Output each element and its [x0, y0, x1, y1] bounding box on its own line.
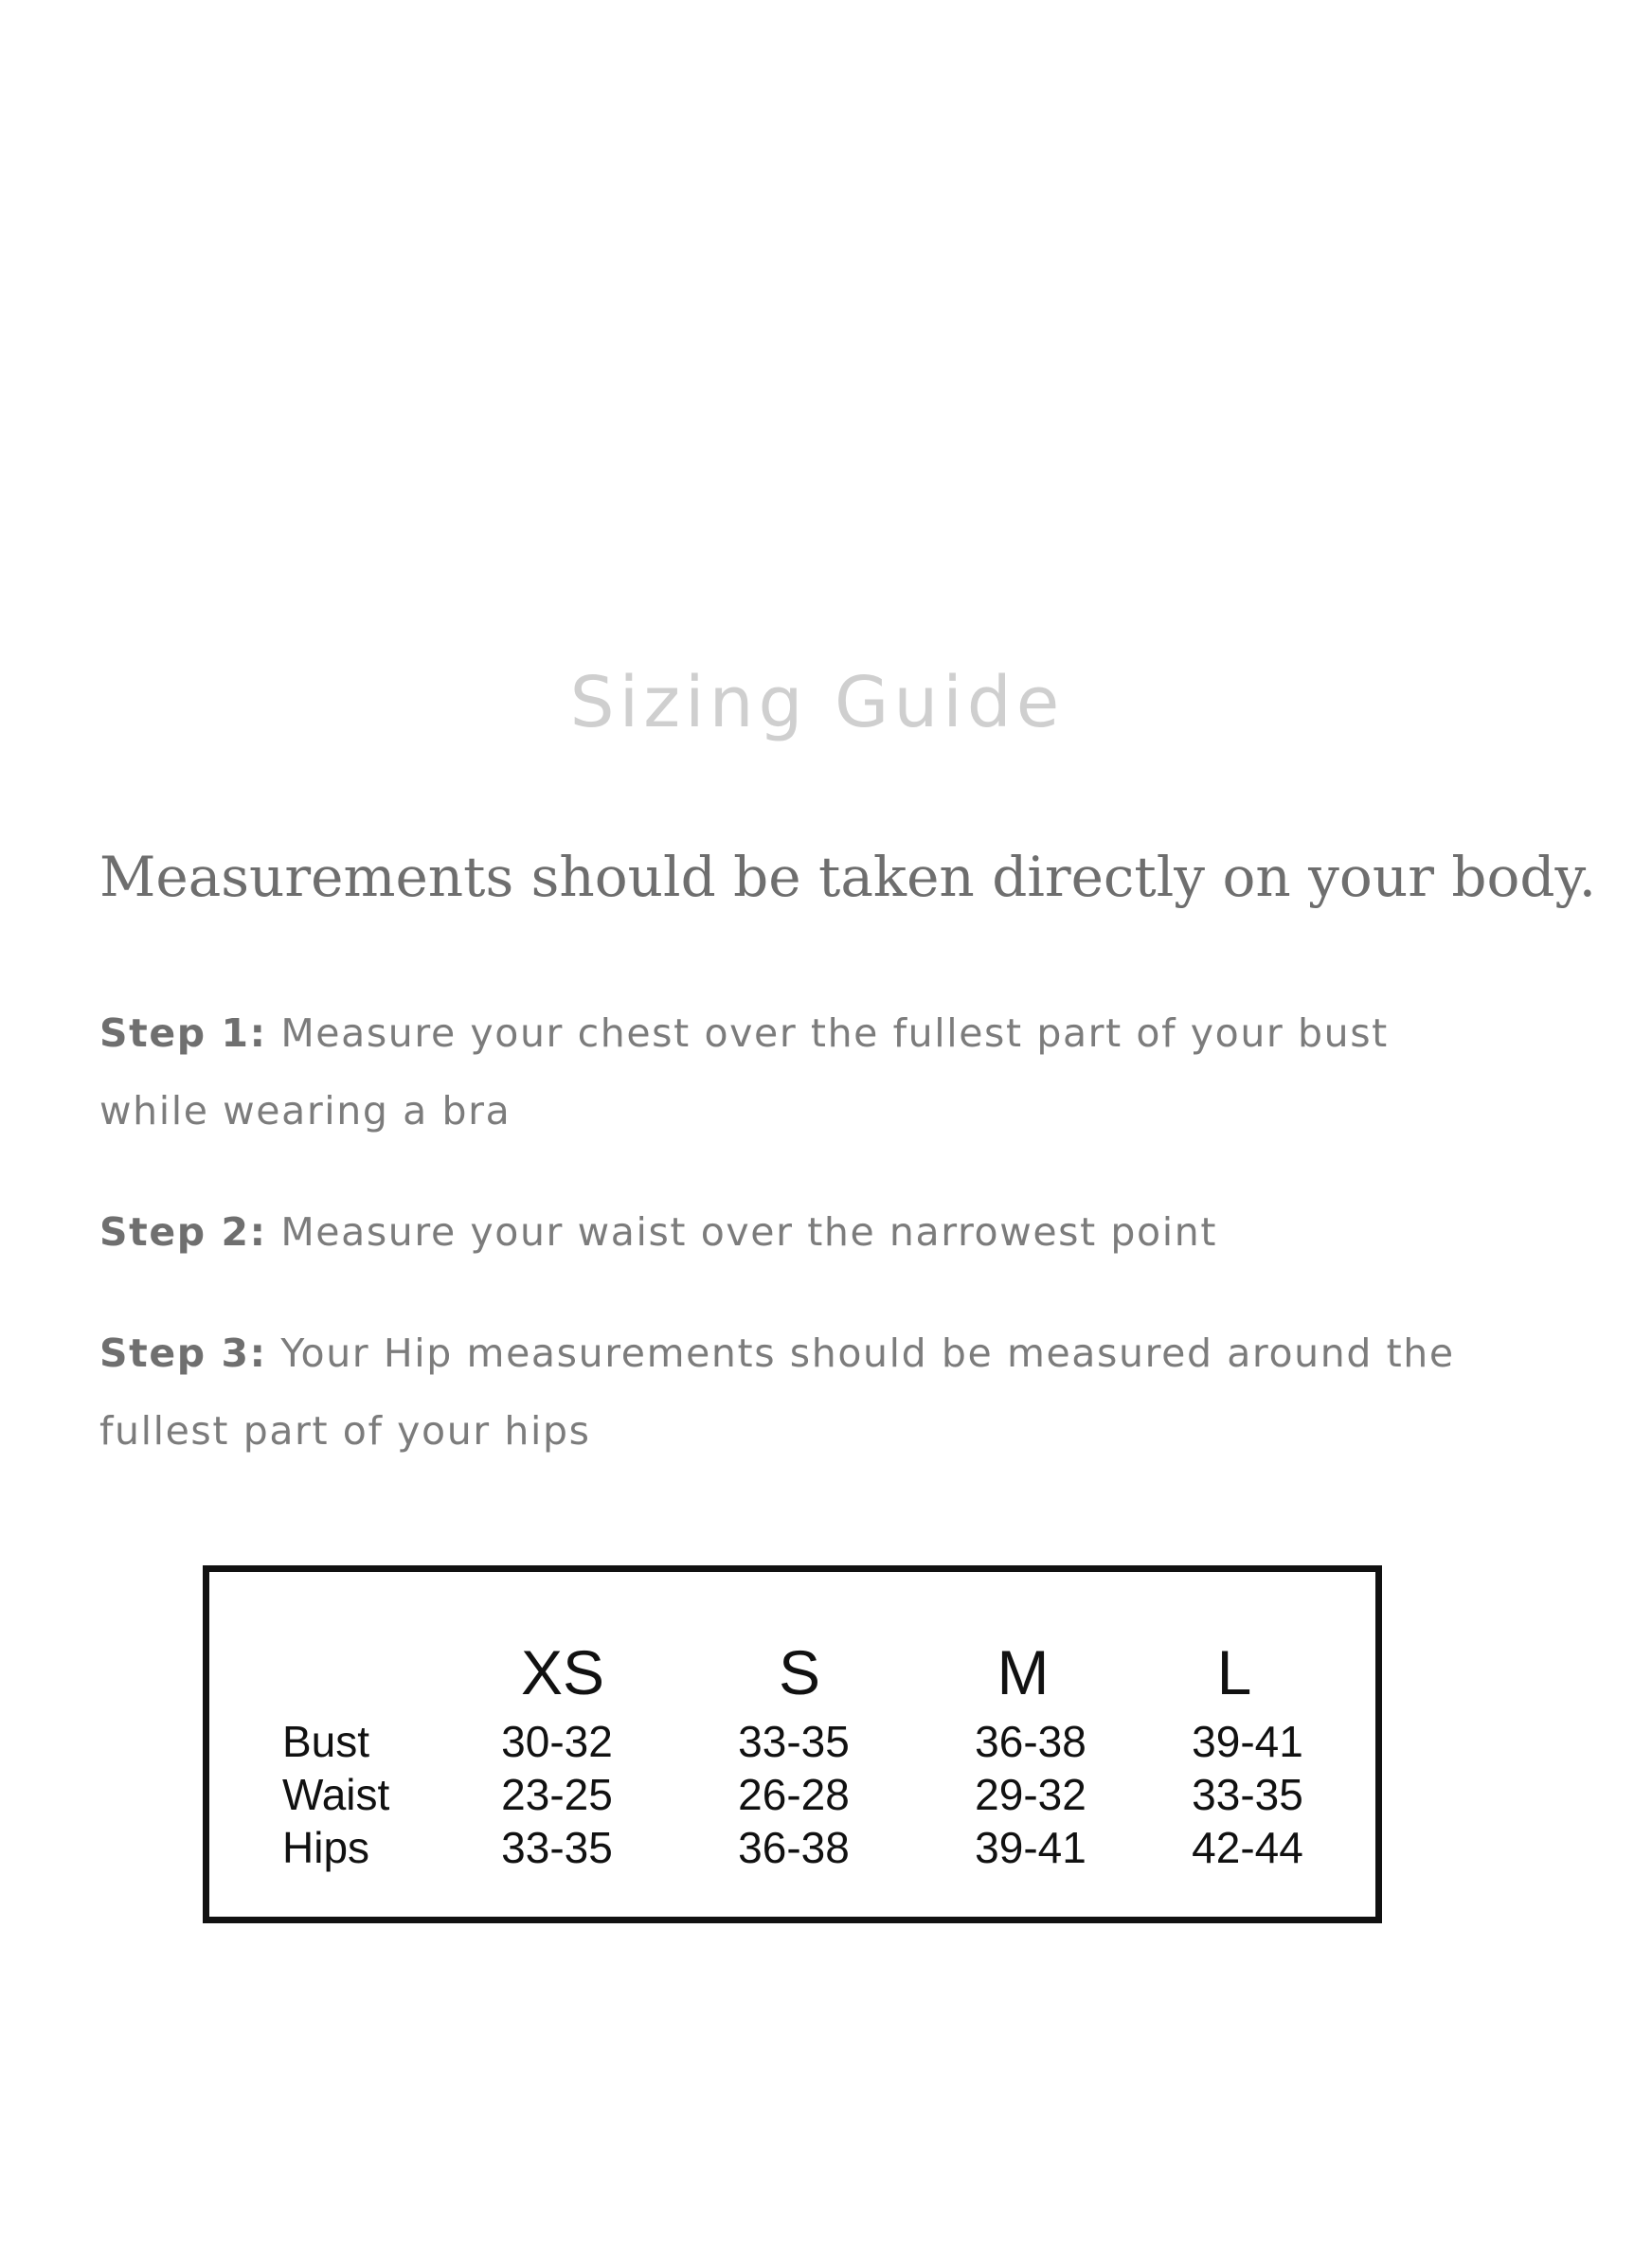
table-cell: 36-38 [738, 1823, 850, 1872]
table-cell: 23-25 [501, 1770, 613, 1819]
table-cell: 30-32 [501, 1717, 613, 1766]
size-header-xs: XS [520, 1637, 605, 1707]
step-2 [99, 1193, 1482, 1271]
step-1-text: Measure your chest over the fullest part of your bust while wearing a bra [99, 1010, 1389, 1134]
measurement-instruction: Measurements should be taken directly on your body. [99, 845, 1597, 909]
table-cell: 39-41 [975, 1823, 1086, 1872]
size-header-l: L [1216, 1637, 1252, 1707]
size-header-s: S [778, 1637, 821, 1707]
table-cell: 33-35 [738, 1717, 850, 1766]
table-cell: 29-32 [975, 1770, 1086, 1819]
step-3-label: Step 3: [99, 1330, 267, 1376]
step-2-label: Step 2: [99, 1209, 267, 1255]
table-cell: 33-35 [1192, 1770, 1303, 1819]
step-2-text: Measure your waist over the narrowest point [266, 1209, 1217, 1255]
page-title: Sizing Guide [569, 662, 1065, 743]
row-label-waist: Waist [282, 1770, 390, 1819]
row-label-bust: Bust [282, 1717, 370, 1766]
table-cell: 39-41 [1192, 1717, 1303, 1766]
step-1-label: Step 1: [99, 1010, 267, 1056]
row-label-hips: Hips [282, 1823, 370, 1872]
table-cell: 42-44 [1192, 1823, 1303, 1872]
size-header-m: M [997, 1637, 1050, 1707]
step-3 [99, 1314, 1482, 1470]
table-cell: 26-28 [738, 1770, 850, 1819]
step-3-text: Your Hip measurements should be measured around the fullest part of your hips [99, 1330, 1455, 1454]
size-chart [203, 1565, 1382, 1923]
table-cell: 33-35 [501, 1823, 613, 1872]
table-cell: 36-38 [975, 1717, 1086, 1766]
step-1 [99, 994, 1482, 1150]
